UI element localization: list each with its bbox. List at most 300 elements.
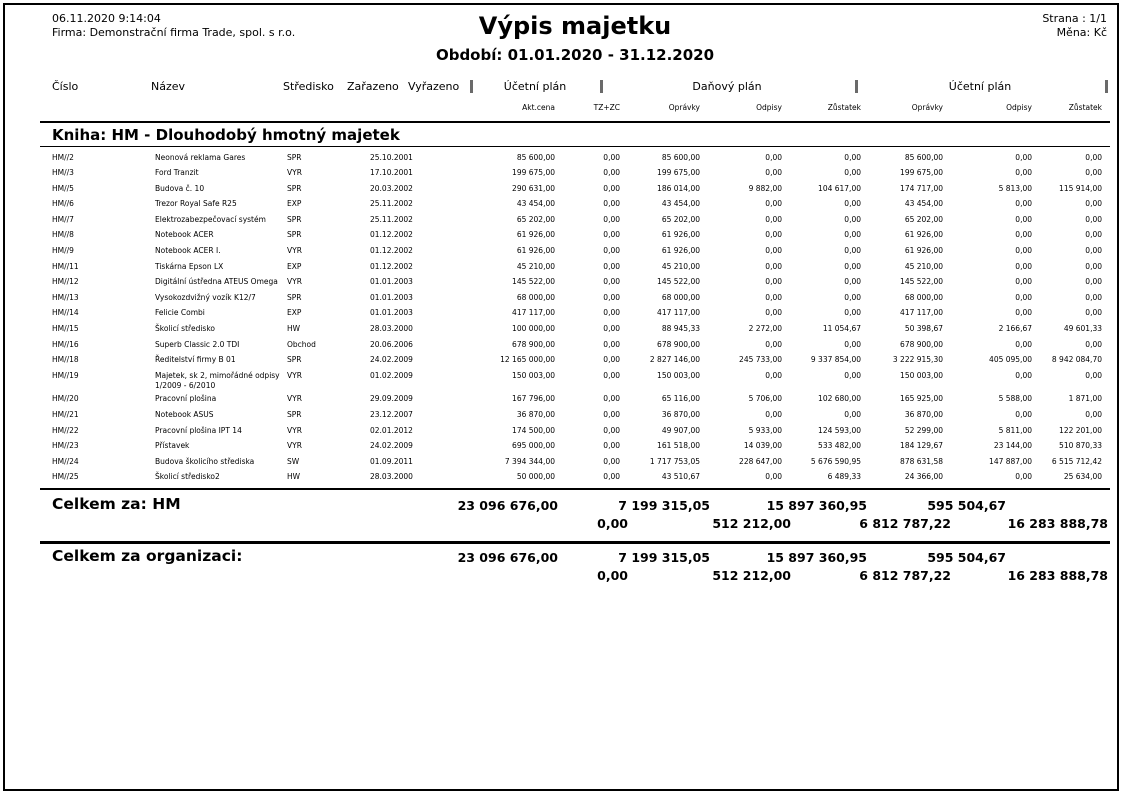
table-cell: SW bbox=[287, 456, 300, 466]
table-cell: 0,00 bbox=[603, 308, 620, 318]
table-cell: HW bbox=[287, 472, 301, 482]
table-cell: Notebook ASUS bbox=[155, 409, 214, 419]
table-cell bbox=[430, 259, 472, 262]
table-row bbox=[40, 244, 1102, 260]
table-cell: 199 675,00 bbox=[900, 168, 943, 178]
table-cell: HM//2 bbox=[52, 152, 74, 162]
table-cell: 150 003,00 bbox=[512, 370, 555, 380]
table-cell: 0,00 bbox=[844, 308, 861, 318]
table-row bbox=[40, 259, 1102, 275]
table-cell: 1 871,00 bbox=[1068, 394, 1102, 404]
table-cell: HW bbox=[287, 324, 301, 334]
table-cell bbox=[430, 306, 472, 309]
table-cell: 245 733,00 bbox=[739, 355, 782, 365]
table-cell: 0,00 bbox=[844, 370, 861, 380]
table-cell: 417 117,00 bbox=[657, 308, 700, 318]
table-cell: 8 942 084,70 bbox=[1051, 355, 1102, 365]
table-cell: 0,00 bbox=[1085, 409, 1102, 419]
asset-table-body bbox=[40, 150, 1102, 485]
table-cell: 5 933,00 bbox=[748, 425, 782, 435]
total-org-dan-zustatek: 15 897 360,95 bbox=[766, 550, 867, 565]
table-cell: Vysokozdvižný vozík K12/7 bbox=[155, 292, 256, 302]
table-cell: 0,00 bbox=[1015, 168, 1032, 178]
table-cell: 0,00 bbox=[1015, 409, 1032, 419]
table-cell: 417 117,00 bbox=[512, 308, 555, 318]
table-cell: 88 945,33 bbox=[661, 324, 700, 334]
table-cell: 147 887,00 bbox=[989, 456, 1032, 466]
table-cell: 174 717,00 bbox=[900, 183, 943, 193]
table-cell: SPR bbox=[287, 292, 302, 302]
column-group-separator bbox=[855, 80, 858, 93]
table-cell: Digitální ústředna ATEUS Omega bbox=[155, 277, 278, 287]
table-cell: 678 900,00 bbox=[657, 339, 700, 349]
table-cell: HM//21 bbox=[52, 409, 79, 419]
table-row bbox=[40, 353, 1102, 369]
table-cell: HM//11 bbox=[52, 261, 79, 271]
table-cell: VYR bbox=[287, 277, 302, 287]
report-title: Výpis majetku bbox=[478, 12, 672, 40]
table-cell: 36 870,00 bbox=[516, 409, 555, 419]
table-cell: 0,00 bbox=[1085, 292, 1102, 302]
table-cell: Přístavek bbox=[155, 441, 190, 451]
table-cell: 290 631,00 bbox=[512, 183, 555, 193]
table-cell: 85 600,00 bbox=[904, 152, 943, 162]
table-cell: VYR bbox=[287, 441, 302, 451]
table-cell: HM//12 bbox=[52, 277, 79, 287]
table-cell: 01.01.2003 bbox=[370, 308, 413, 318]
table-cell: 0,00 bbox=[844, 292, 861, 302]
table-cell: 199 675,00 bbox=[512, 168, 555, 178]
table-cell: 0,00 bbox=[603, 339, 620, 349]
table-cell: 3 222 915,30 bbox=[892, 355, 943, 365]
table-cell: 533 482,00 bbox=[818, 441, 861, 451]
table-cell: 43 454,00 bbox=[516, 199, 555, 209]
table-cell: Budova školicího střediska bbox=[155, 456, 255, 466]
table-cell: 0,00 bbox=[1015, 152, 1032, 162]
table-cell: 0,00 bbox=[603, 409, 620, 419]
table-cell: 0,00 bbox=[844, 168, 861, 178]
table-cell bbox=[430, 337, 472, 340]
table-cell: 0,00 bbox=[1085, 261, 1102, 271]
table-cell: 0,00 bbox=[603, 183, 620, 193]
table-cell: Ředitelství firmy B 01 bbox=[155, 355, 236, 365]
column-group-separator bbox=[470, 80, 473, 93]
table-cell: 68 000,00 bbox=[904, 292, 943, 302]
total-hm-akt-cena: 23 096 676,00 bbox=[457, 498, 558, 513]
sub-header-dan-odpisy: Odpisy bbox=[756, 102, 782, 112]
table-cell: 01.01.2003 bbox=[370, 292, 413, 302]
table-cell: Budova č. 10 bbox=[155, 183, 205, 193]
table-cell: VYR bbox=[287, 370, 302, 380]
report-period: Období: 01.01.2020 - 31.12.2020 bbox=[435, 46, 715, 64]
table-cell: 0,00 bbox=[1015, 277, 1032, 287]
table-cell: 0,00 bbox=[1085, 199, 1102, 209]
table-cell: 7 394 344,00 bbox=[504, 456, 555, 466]
table-cell: 878 631,58 bbox=[900, 456, 943, 466]
table-cell: 0,00 bbox=[1015, 230, 1032, 240]
table-cell: 61 926,00 bbox=[661, 230, 700, 240]
table-cell: 174 500,00 bbox=[512, 425, 555, 435]
table-cell: 2 272,00 bbox=[748, 324, 782, 334]
table-cell: 678 900,00 bbox=[512, 339, 555, 349]
table-cell: 61 926,00 bbox=[516, 230, 555, 240]
table-row bbox=[40, 150, 1102, 166]
table-cell: HM//8 bbox=[52, 230, 74, 240]
table-cell: 49 601,33 bbox=[1063, 324, 1102, 334]
sub-header-row bbox=[40, 100, 1102, 113]
table-cell: SPR bbox=[287, 214, 302, 224]
table-cell: Notebook ACER I. bbox=[155, 246, 221, 256]
table-cell: 61 926,00 bbox=[661, 246, 700, 256]
table-cell: 0,00 bbox=[1015, 339, 1032, 349]
table-cell: HM//15 bbox=[52, 324, 79, 334]
table-cell: 61 926,00 bbox=[904, 246, 943, 256]
table-cell: 65 202,00 bbox=[661, 214, 700, 224]
table-cell: 165 925,00 bbox=[900, 394, 943, 404]
table-cell: 45 210,00 bbox=[516, 261, 555, 271]
table-row bbox=[40, 275, 1102, 291]
table-cell: 1 717 753,05 bbox=[649, 456, 700, 466]
table-cell: HM//7 bbox=[52, 214, 74, 224]
table-cell: 20.06.2006 bbox=[370, 339, 413, 349]
table-cell bbox=[430, 244, 472, 247]
table-cell: 150 003,00 bbox=[900, 370, 943, 380]
table-cell: HM//3 bbox=[52, 168, 74, 178]
column-group-separator bbox=[600, 80, 603, 93]
group-header-danovy-plan: Daňový plán bbox=[692, 80, 762, 93]
table-cell: Trezor Royal Safe R25 bbox=[155, 199, 237, 209]
table-row bbox=[40, 423, 1102, 439]
total-org-tz-zc: 0,00 bbox=[597, 568, 628, 583]
table-cell: 0,00 bbox=[765, 277, 782, 287]
col-header-cislo: Číslo bbox=[52, 80, 79, 93]
table-cell: 510 870,33 bbox=[1059, 441, 1102, 451]
book-title-divider bbox=[40, 146, 1110, 147]
table-cell: 68 000,00 bbox=[516, 292, 555, 302]
table-cell: 24 366,00 bbox=[904, 472, 943, 482]
table-cell: 678 900,00 bbox=[900, 339, 943, 349]
table-cell bbox=[430, 275, 472, 278]
table-cell: 199 675,00 bbox=[657, 168, 700, 178]
table-cell: HM//13 bbox=[52, 292, 79, 302]
table-cell: 43 510,67 bbox=[661, 472, 700, 482]
table-cell: VYR bbox=[287, 394, 302, 404]
table-cell: 0,00 bbox=[1015, 370, 1032, 380]
table-cell: 0,00 bbox=[1015, 292, 1032, 302]
total-org-uc-odpisy: 595 504,67 bbox=[927, 550, 1006, 565]
table-cell: HM//18 bbox=[52, 355, 79, 365]
table-cell: 43 454,00 bbox=[661, 199, 700, 209]
table-cell: 36 870,00 bbox=[904, 409, 943, 419]
table-cell: 0,00 bbox=[603, 246, 620, 256]
total-org-dan-odpisy: 512 212,00 bbox=[712, 568, 791, 583]
table-cell: 186 014,00 bbox=[657, 183, 700, 193]
table-cell: 0,00 bbox=[1015, 199, 1032, 209]
table-cell: SPR bbox=[287, 355, 302, 365]
currency-label: Měna: Kč bbox=[1056, 26, 1107, 39]
table-cell: 167 796,00 bbox=[512, 394, 555, 404]
table-cell: 0,00 bbox=[603, 261, 620, 271]
table-cell: 0,00 bbox=[1085, 230, 1102, 240]
total-org-label: Celkem za organizaci: bbox=[52, 547, 243, 565]
table-cell: 2 827 146,00 bbox=[649, 355, 700, 365]
table-cell: 0,00 bbox=[844, 409, 861, 419]
col-header-nazev: Název bbox=[151, 80, 186, 93]
table-cell: 0,00 bbox=[603, 199, 620, 209]
table-cell bbox=[430, 439, 472, 442]
table-cell: EXP bbox=[287, 261, 302, 271]
table-cell: 0,00 bbox=[765, 339, 782, 349]
total-hm-uc-zustatek: 16 283 888,78 bbox=[1007, 516, 1108, 531]
table-cell: 01.01.2003 bbox=[370, 277, 413, 287]
table-cell: 0,00 bbox=[765, 472, 782, 482]
table-cell: 17.10.2001 bbox=[370, 168, 413, 178]
col-header-vyrazeno: Vyřazeno bbox=[408, 80, 460, 93]
table-cell: 104 617,00 bbox=[818, 183, 861, 193]
table-cell: 9 337 854,00 bbox=[810, 355, 861, 365]
table-row bbox=[40, 439, 1102, 455]
sub-header-akt-cena: Akt.cena bbox=[522, 102, 555, 112]
column-group-separator bbox=[1105, 80, 1108, 93]
table-cell: 0,00 bbox=[1015, 261, 1032, 271]
total-hm-dan-odpisy: 512 212,00 bbox=[712, 516, 791, 531]
table-cell: 45 210,00 bbox=[661, 261, 700, 271]
table-cell: 29.09.2009 bbox=[370, 394, 413, 404]
table-cell: 85 600,00 bbox=[516, 152, 555, 162]
table-cell: 0,00 bbox=[765, 370, 782, 380]
table-cell: Felicie Combi bbox=[155, 308, 205, 318]
table-cell: 14 039,00 bbox=[743, 441, 782, 451]
table-cell bbox=[430, 470, 472, 473]
table-cell: 695 000,00 bbox=[512, 441, 555, 451]
table-cell: 0,00 bbox=[1015, 214, 1032, 224]
table-cell: 0,00 bbox=[844, 199, 861, 209]
table-cell bbox=[430, 197, 472, 200]
table-cell: SPR bbox=[287, 409, 302, 419]
table-cell: 0,00 bbox=[1085, 339, 1102, 349]
table-cell: 0,00 bbox=[603, 152, 620, 162]
table-cell: 0,00 bbox=[1085, 152, 1102, 162]
table-cell bbox=[430, 322, 472, 325]
table-cell: 65 202,00 bbox=[516, 214, 555, 224]
table-cell: 24.02.2009 bbox=[370, 355, 413, 365]
table-cell: 0,00 bbox=[765, 230, 782, 240]
table-cell: 0,00 bbox=[765, 199, 782, 209]
table-cell: 115 914,00 bbox=[1059, 183, 1102, 193]
total-org-uc-zustatek: 16 283 888,78 bbox=[1007, 568, 1108, 583]
table-cell: 45 210,00 bbox=[904, 261, 943, 271]
table-cell: SPR bbox=[287, 152, 302, 162]
table-cell: 145 522,00 bbox=[512, 277, 555, 287]
table-cell: 23 144,00 bbox=[993, 441, 1032, 451]
table-cell bbox=[430, 392, 472, 395]
table-cell bbox=[430, 407, 472, 410]
table-cell: 0,00 bbox=[844, 230, 861, 240]
total-hm-dan-zustatek: 15 897 360,95 bbox=[766, 498, 867, 513]
table-cell: 0,00 bbox=[765, 152, 782, 162]
sub-header-dan-zustatek: Zůstatek bbox=[827, 102, 861, 112]
table-row bbox=[40, 212, 1102, 228]
table-cell: 25.10.2001 bbox=[370, 152, 413, 162]
sub-header-uc-zustatek: Zůstatek bbox=[1068, 102, 1102, 112]
table-cell: HM//23 bbox=[52, 441, 79, 451]
table-cell bbox=[430, 228, 472, 231]
total-hm-tz-zc: 0,00 bbox=[597, 516, 628, 531]
table-cell: 11 054,67 bbox=[822, 324, 861, 334]
table-cell: 5 706,00 bbox=[748, 394, 782, 404]
table-cell: 61 926,00 bbox=[904, 230, 943, 240]
table-end-divider bbox=[40, 488, 1110, 490]
table-cell: 43 454,00 bbox=[904, 199, 943, 209]
table-cell: 0,00 bbox=[603, 230, 620, 240]
table-cell: Ford Tranzit bbox=[155, 168, 199, 178]
table-cell: 01.12.2002 bbox=[370, 261, 413, 271]
total-org-uc-opravky: 6 812 787,22 bbox=[859, 568, 951, 583]
table-cell: 0,00 bbox=[844, 277, 861, 287]
table-cell: HM//5 bbox=[52, 183, 74, 193]
company-name: Firma: Demonstrační firma Trade, spol. s r.o. bbox=[52, 26, 296, 39]
table-cell: HM//6 bbox=[52, 199, 74, 209]
table-cell: 102 680,00 bbox=[818, 394, 861, 404]
table-cell: 0,00 bbox=[765, 246, 782, 256]
table-cell: 0,00 bbox=[844, 261, 861, 271]
table-cell: 0,00 bbox=[765, 308, 782, 318]
table-cell: 405 095,00 bbox=[989, 355, 1032, 365]
sub-header-dan-opravky: Oprávky bbox=[668, 102, 700, 112]
table-cell: Majetek, sk 2, mimořádné odpisy 1/2009 - 6/2010 bbox=[155, 370, 280, 391]
table-cell: 28.03.2000 bbox=[370, 472, 413, 482]
total-org-akt-cena: 23 096 676,00 bbox=[457, 550, 558, 565]
table-cell: 24.02.2009 bbox=[370, 441, 413, 451]
table-cell: 01.02.2009 bbox=[370, 370, 413, 380]
table-cell bbox=[430, 290, 472, 293]
table-cell: 5 813,00 bbox=[998, 183, 1032, 193]
table-cell: 9 882,00 bbox=[748, 183, 782, 193]
book-section-title: Kniha: HM - Dlouhodobý hmotný majetek bbox=[52, 126, 400, 144]
table-cell: HM//14 bbox=[52, 308, 79, 318]
print-datetime: 06.11.2020 9:14:04 bbox=[52, 12, 161, 25]
table-cell: 61 926,00 bbox=[516, 246, 555, 256]
table-cell: 0,00 bbox=[1015, 246, 1032, 256]
table-cell: 49 907,00 bbox=[661, 425, 700, 435]
table-cell: 0,00 bbox=[765, 261, 782, 271]
table-cell bbox=[430, 368, 472, 371]
table-cell: 12 165 000,00 bbox=[500, 355, 555, 365]
table-cell: HM//25 bbox=[52, 472, 79, 482]
table-cell bbox=[430, 454, 472, 457]
table-cell: 228 647,00 bbox=[739, 456, 782, 466]
table-cell: 65 116,00 bbox=[661, 394, 700, 404]
total-hm-uc-odpisy: 595 504,67 bbox=[927, 498, 1006, 513]
table-row bbox=[40, 166, 1102, 182]
table-cell: HM//22 bbox=[52, 425, 79, 435]
table-cell: 25.11.2002 bbox=[370, 214, 413, 224]
table-cell bbox=[430, 353, 472, 356]
table-cell: 01.09.2011 bbox=[370, 456, 413, 466]
table-cell: 145 522,00 bbox=[900, 277, 943, 287]
table-cell: 0,00 bbox=[1085, 246, 1102, 256]
page-number: Strana : 1/1 bbox=[1042, 12, 1107, 25]
table-cell: 52 299,00 bbox=[904, 425, 943, 435]
table-cell: 50 000,00 bbox=[516, 472, 555, 482]
table-cell: 0,00 bbox=[844, 339, 861, 349]
table-cell: 02.01.2012 bbox=[370, 425, 413, 435]
total-org-dan-opravky: 7 199 315,05 bbox=[618, 550, 710, 565]
table-cell: 122 201,00 bbox=[1059, 425, 1102, 435]
table-cell: 161 518,00 bbox=[657, 441, 700, 451]
table-cell: HM//19 bbox=[52, 370, 79, 380]
table-cell: 23.12.2007 bbox=[370, 409, 413, 419]
totals-divider bbox=[40, 541, 1110, 544]
table-cell: 184 129,67 bbox=[900, 441, 943, 451]
table-cell: VYR bbox=[287, 246, 302, 256]
table-cell: Notebook ACER bbox=[155, 230, 214, 240]
table-cell: 28.03.2000 bbox=[370, 324, 413, 334]
table-row bbox=[40, 407, 1102, 423]
table-cell bbox=[430, 166, 472, 169]
col-header-zarazeno: Zařazeno bbox=[347, 80, 399, 93]
table-cell: 01.12.2002 bbox=[370, 230, 413, 240]
table-cell: 0,00 bbox=[765, 292, 782, 302]
table-cell: 50 398,67 bbox=[904, 324, 943, 334]
table-cell bbox=[430, 212, 472, 215]
table-cell: Pracovní plošina bbox=[155, 394, 217, 404]
table-cell bbox=[430, 181, 472, 184]
table-cell: Pracovní plošina IPT 14 bbox=[155, 425, 242, 435]
table-cell: 0,00 bbox=[844, 246, 861, 256]
table-cell: 68 000,00 bbox=[661, 292, 700, 302]
table-cell: 6 489,33 bbox=[827, 472, 861, 482]
table-cell: 25 634,00 bbox=[1063, 472, 1102, 482]
table-row bbox=[40, 454, 1102, 470]
col-header-stredisko: Středisko bbox=[283, 80, 334, 93]
table-cell: 100 000,00 bbox=[512, 324, 555, 334]
table-row bbox=[40, 322, 1102, 338]
table-cell: 0,00 bbox=[603, 277, 620, 287]
table-cell: 0,00 bbox=[1015, 308, 1032, 318]
table-cell: HM//20 bbox=[52, 394, 79, 404]
table-row bbox=[40, 290, 1102, 306]
table-cell: 0,00 bbox=[603, 324, 620, 334]
table-cell: 0,00 bbox=[603, 472, 620, 482]
table-cell: 2 166,67 bbox=[998, 324, 1032, 334]
table-cell: Elektrozabezpečovací systém bbox=[155, 214, 266, 224]
table-row bbox=[40, 228, 1102, 244]
table-cell: 0,00 bbox=[603, 456, 620, 466]
table-cell: HM//16 bbox=[52, 339, 79, 349]
table-cell: 25.11.2002 bbox=[370, 199, 413, 209]
table-cell: HM//24 bbox=[52, 456, 79, 466]
table-cell: 0,00 bbox=[603, 441, 620, 451]
table-cell: 0,00 bbox=[603, 292, 620, 302]
table-cell: Školicí středisko bbox=[155, 324, 215, 334]
table-cell: 0,00 bbox=[603, 370, 620, 380]
table-cell: 0,00 bbox=[1085, 277, 1102, 287]
table-cell: EXP bbox=[287, 308, 302, 318]
table-row bbox=[40, 197, 1102, 213]
table-cell: 0,00 bbox=[765, 409, 782, 419]
table-cell: 85 600,00 bbox=[661, 152, 700, 162]
table-row bbox=[40, 337, 1102, 353]
table-cell: 0,00 bbox=[765, 168, 782, 178]
table-cell: 6 515 712,42 bbox=[1051, 456, 1102, 466]
table-cell: 0,00 bbox=[603, 425, 620, 435]
table-cell: 0,00 bbox=[1085, 214, 1102, 224]
table-cell: Školicí středisko2 bbox=[155, 472, 220, 482]
table-cell: HM//9 bbox=[52, 246, 74, 256]
table-cell: 145 522,00 bbox=[657, 277, 700, 287]
table-cell: 0,00 bbox=[844, 214, 861, 224]
